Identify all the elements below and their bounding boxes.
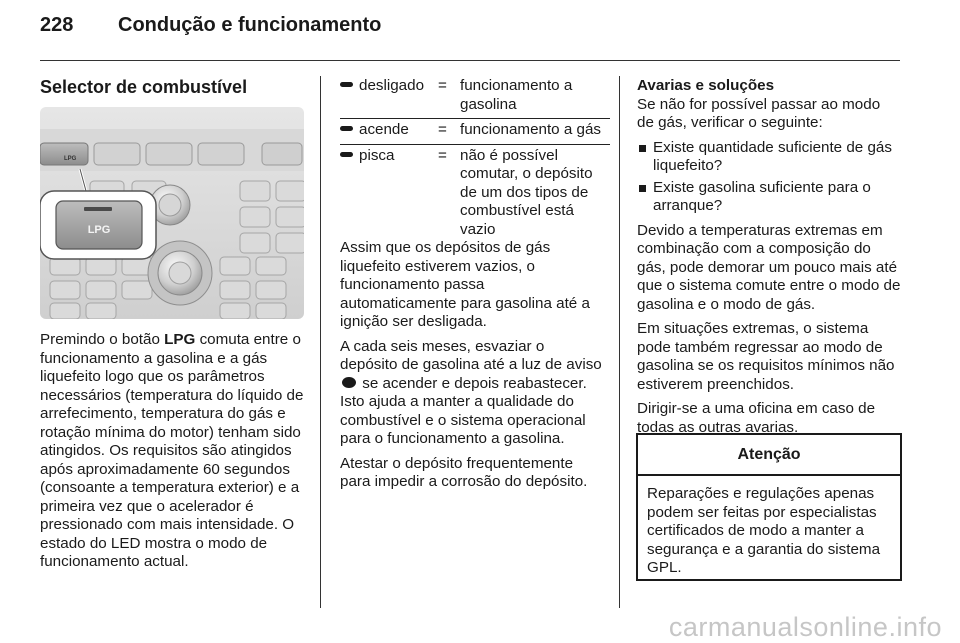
list-item: Existe gasolina suficiente para o arranque?	[637, 179, 901, 216]
warning-box	[636, 433, 902, 581]
column-3-text	[637, 77, 901, 443]
column-divider-2	[619, 76, 620, 608]
small-lpg-label: LPG	[64, 156, 77, 162]
led-indicator-icon	[340, 152, 353, 157]
led-indicator-icon	[340, 126, 353, 131]
watermark: carmanualsonline.info	[668, 612, 942, 642]
column-1-text	[40, 331, 304, 578]
lpg-description: Premindo o botão LPG comuta entre o funcionamento a gasolina e a gás liquefeito logo que os parâmetros necessários (temperatura do líquido de arrefecimento, temperatura do gás e rotação mínima do motor) tenham sido atingidos. Os requisitos são atingidos após aproximadamente 60 segundos (consoante a temperatura exterior) e a primeira vez que o acelerador é pressionado com mais intensidade. O estado do LED mostra o modo de funcionamento actual.	[40, 331, 304, 570]
corrosion-paragraph: Atestar o depósito frequentemente para impedir a corrosão do depósito.	[340, 454, 588, 490]
empty-tank-paragraph: Assim que os depósitos de gás liquefeito estiverem vazios, o funcionamento passa automaticamente para gasolina até a ignição ser desligada.	[340, 239, 590, 330]
page-header	[40, 14, 381, 37]
table-row: acende = funcionamento a gás	[340, 119, 610, 145]
section-title: Selector de combustível	[40, 77, 248, 97]
check-list	[637, 139, 901, 216]
list-item: Existe quantidade suficiente de gás liquefeito?	[637, 139, 901, 176]
large-lpg-label: LPG	[87, 224, 111, 236]
led-status-table	[340, 77, 610, 243]
extreme-situations-paragraph: Em situações extremas, o sistema pode também regressar ao modo de gasolina se os requisitos mínimos não estiverem preenchidos.	[637, 320, 895, 393]
faults-intro: Se não for possível passar ao modo de gás, verificar o seguinte:	[637, 95, 881, 131]
lpg-button-photo	[40, 107, 304, 319]
temperature-paragraph: Devido a temperaturas extremas em combinação com a composição do gás, pode demorar um pouco mais até que o sistema comute entre o modo de gasolina e o modo de gás.	[637, 221, 901, 313]
warning-title: Atenção	[638, 435, 900, 476]
header-rule	[40, 60, 900, 61]
column-divider-1	[320, 76, 321, 608]
table-row: desligado = funcionamento a gasolina	[340, 77, 610, 119]
lpg-keyword: LPG	[164, 331, 196, 348]
page-number: 228	[40, 14, 74, 36]
led-indicator-icon	[340, 82, 353, 87]
six-month-paragraph: A cada seis meses, esvaziar o depósito de gasolina até a luz de aviso se acender e depois reabastecer. Isto ajuda a manter a qualidade do combustível e o sistema operacional para o funcionamento a gasolina.	[340, 337, 602, 447]
chapter-title: Condução e funcionamento	[118, 14, 382, 36]
table-row: pisca = não é possível comutar, o depósito de um dos tipos de combustível está vazio	[340, 144, 610, 243]
faults-heading: Avarias e soluções	[637, 77, 775, 94]
warning-body: Reparações e regulações apenas podem ser feitas por especialistas certificados de modo a manter a segurança e a garantia do sistema GPL.	[647, 485, 881, 576]
column-2-text	[340, 239, 604, 498]
workshop-paragraph: Dirigir-se a uma oficina em caso de todas as outras avarias.	[637, 400, 876, 436]
fuel-warning-light-icon	[342, 377, 356, 388]
